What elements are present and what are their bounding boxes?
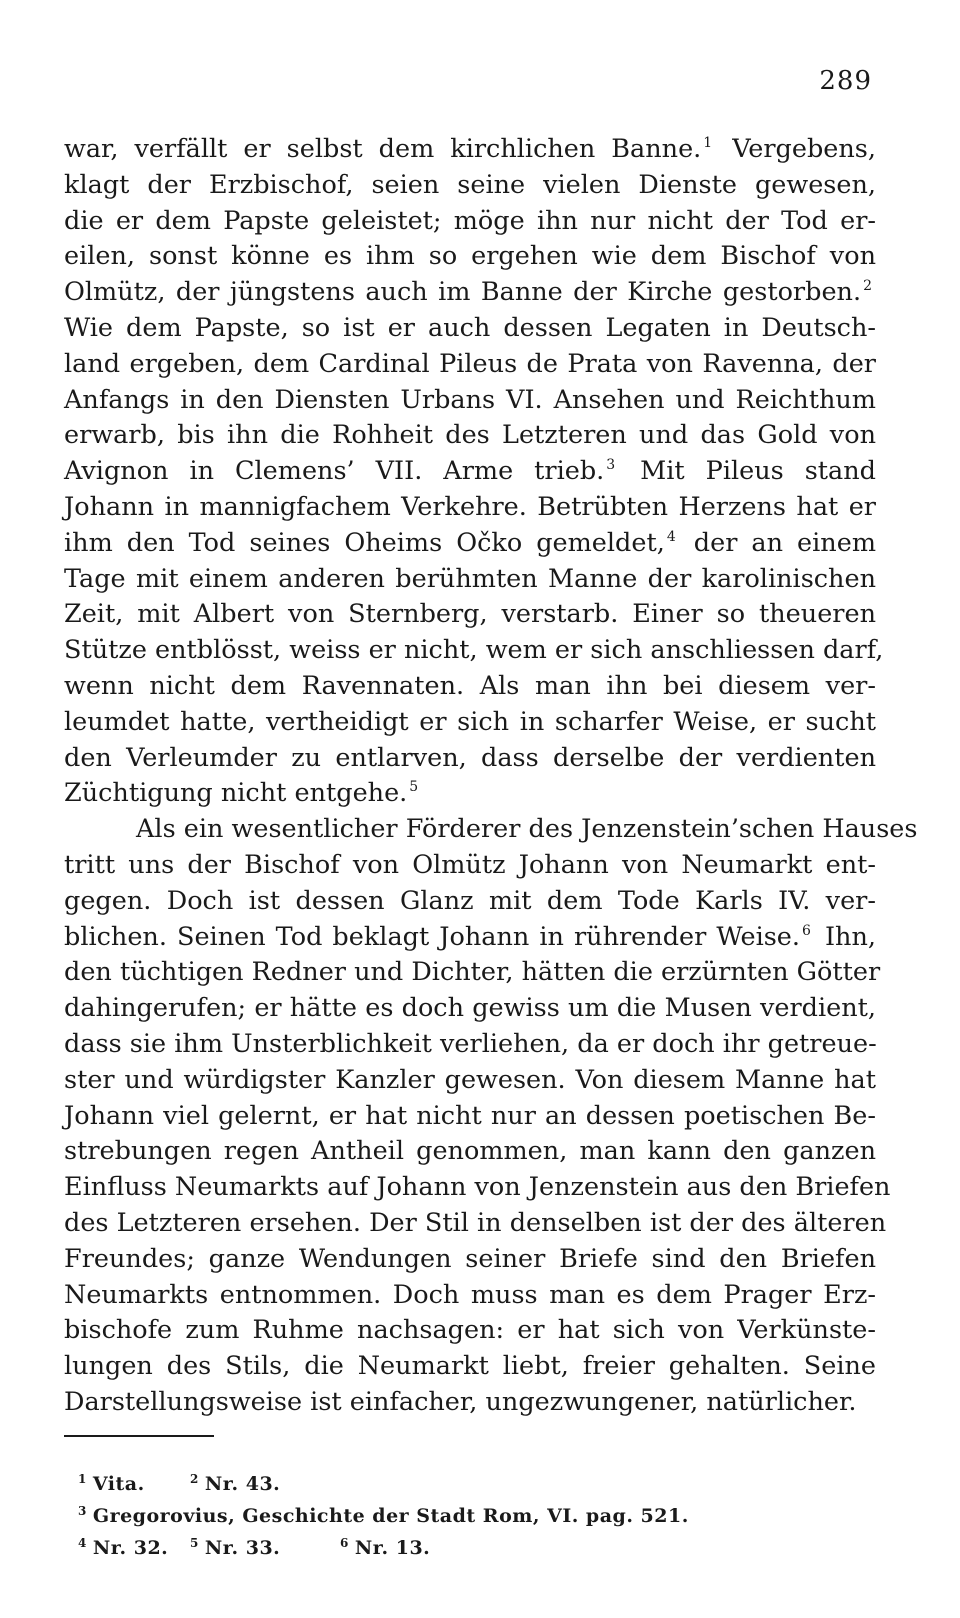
footnote-text: Vita. (92, 1473, 145, 1495)
line-text: Wie dem Papste, so ist er auch dessen Legaten in Deutsch- (64, 312, 876, 343)
page-number: 289 (819, 66, 872, 96)
line-text: den tüchtigen Redner und Dichter, hätten die erzürnten Götter (64, 957, 881, 988)
text-line (64, 597, 876, 633)
text-line (64, 776, 876, 812)
footnote-number: 6 (340, 1536, 349, 1550)
text-line (64, 991, 876, 1027)
line-text: ihm den Tod seines Oheims Očko gemeldet, (64, 527, 665, 558)
line-text: klagt der Erzbischof, seien seine vielen Dienste gewesen, (64, 169, 876, 200)
text-line (64, 168, 876, 204)
footnote-marker: 1 (703, 135, 713, 151)
line-text: Anfangs in den Diensten Urbans VI. Ansehen und Reichthum (64, 384, 876, 415)
text-line (64, 848, 876, 884)
footnote-text: Nr. 33. (204, 1537, 281, 1559)
footnote-text: Nr. 43. (204, 1473, 281, 1495)
text-line (64, 418, 876, 454)
text-line (64, 669, 876, 705)
footnote-marker: 5 (409, 779, 419, 796)
line-text: war, verfällt er selbst dem kirchlichen Banne. (64, 134, 702, 164)
text-line (64, 490, 876, 526)
text-line (64, 920, 876, 956)
line-text: ster und würdigster Kanzler gewesen. Von diesem Manne hat (64, 1064, 876, 1095)
line-text: Einfluss Neumarkts auf Johann von Jenzenstein aus den Briefen (64, 1172, 891, 1203)
line-text: tritt uns der Bischof von Olmütz Johann von Neumarkt ent- (64, 849, 876, 880)
line-text: bischofe zum Ruhme nachsagen: er hat sich von Verkünste- (64, 1315, 876, 1346)
line-text: Ihn, (814, 921, 876, 952)
footnote-marker: 6 (802, 922, 811, 939)
line-text: dass sie ihm Unsterblichkeit verliehen, da er doch ihr getreue- (64, 1028, 877, 1059)
text-line (64, 1063, 876, 1099)
line-text: Johann viel gelernt, er hat nicht nur an dessen poetischen Be- (64, 1100, 876, 1131)
text-line (64, 1313, 876, 1349)
text-line (64, 1278, 876, 1314)
line-text: strebungen regen Antheil genommen, man kann den ganzen (64, 1136, 876, 1167)
footnote-item (78, 1468, 190, 1500)
line-text: Vergebens, (716, 134, 876, 164)
line-text: land ergeben, dem Cardinal Pileus de Prata von Ravenna, der (64, 348, 876, 379)
text-line (64, 633, 884, 669)
text-line (64, 812, 918, 848)
text-line (64, 1134, 876, 1170)
text-line (64, 741, 876, 777)
line-text: Stütze entblösst, weiss er nicht, wem er sich anschliessen darf, (64, 635, 884, 666)
footnotes (78, 1468, 878, 1564)
footnote-line (78, 1532, 878, 1564)
line-text: die er dem Papste geleistet; möge ihn nur nicht der Tod er- (64, 205, 876, 236)
footnote-item (340, 1532, 480, 1564)
text-line (64, 1385, 876, 1421)
line-text: blichen. Seinen Tod beklagt Johann in rührender Weise. (64, 921, 801, 952)
line-text: Züchtigung nicht entgehe. (64, 778, 408, 809)
text-line (64, 1349, 876, 1385)
line-text: Als ein wesentlicher Förderer des Jenzenstein’schen Hauses (136, 814, 918, 845)
line-text: dahingerufen; er hätte es doch gewiss um die Musen verdient, (64, 993, 876, 1024)
footnote-number: 3 (78, 1504, 87, 1518)
footnote-text: Nr. 32. (92, 1537, 169, 1559)
footnote-number: 5 (190, 1536, 199, 1550)
line-text: leumdet hatte, vertheidigt er sich in scharfer Weise, er sucht (64, 706, 876, 737)
text-line (64, 705, 876, 741)
footnote-text: Nr. 13. (354, 1537, 431, 1559)
footnote-item (78, 1532, 190, 1564)
line-text: Johann in mannigfachem Verkehre. Betrübten Herzens hat er (64, 491, 876, 522)
footnote-number: 1 (78, 1472, 87, 1486)
text-line (64, 311, 876, 347)
footnote-text: Gregorovius, Geschichte der Stadt Rom, VI. pag. 521. (92, 1505, 689, 1527)
footnote-rule (64, 1435, 214, 1437)
footnote-item (190, 1532, 340, 1564)
line-text: Avignon in Clemens’ VII. Arme trieb. (64, 456, 605, 487)
text-line (64, 1099, 876, 1135)
footnote-item (190, 1468, 340, 1500)
footnote-marker: 2 (863, 278, 872, 295)
text-line (64, 1242, 876, 1278)
footnote-item (78, 1500, 689, 1532)
line-text: lungen des Stils, die Neumarkt liebt, freier gehalten. Seine (64, 1351, 876, 1382)
line-text: Olmütz, der jüngstens auch im Banne der Kirche gestorben. (64, 277, 862, 308)
text-line (64, 526, 876, 562)
footnote-line (78, 1500, 878, 1532)
text-line (64, 454, 876, 490)
line-text: Darstellungsweise ist einfacher, ungezwungener, natürlicher. (64, 1386, 857, 1417)
text-line (64, 1027, 876, 1063)
text-line (64, 1206, 887, 1242)
text-line (64, 347, 876, 383)
line-text: des Letzteren ersehen. Der Stil in denselben ist der des älteren (64, 1207, 887, 1238)
line-text: gegen. Doch ist dessen Glanz mit dem Tode Karls IV. ver- (64, 885, 876, 916)
text-line (64, 884, 876, 920)
line-text: Tage mit einem anderen berühmten Manne der karolinischen (64, 563, 876, 594)
line-text: den Verleumder zu entlarven, dass derselbe der verdienten (64, 742, 876, 773)
text-line (64, 383, 876, 419)
text-line (64, 562, 876, 598)
footnote-number: 4 (78, 1536, 87, 1550)
line-text: wenn nicht dem Ravennaten. Als man ihn bei diesem ver- (64, 670, 876, 701)
text-line (64, 1170, 891, 1206)
line-text: erwarb, bis ihn die Rohheit des Letzteren und das Gold von (64, 420, 876, 451)
text-line (64, 955, 881, 991)
footnote-line (78, 1468, 878, 1500)
footnote-marker: 4 (666, 528, 676, 545)
line-text: der an einem (679, 527, 876, 558)
text-line (64, 132, 876, 168)
text-line (64, 204, 876, 240)
footnote-marker: 3 (606, 457, 616, 474)
text-line (64, 239, 876, 275)
line-text: eilen, sonst könne es ihm so ergehen wie dem Bischof von (64, 241, 876, 272)
line-text: Mit Pileus stand (619, 456, 877, 487)
body-text (64, 132, 918, 1421)
footnote-number: 2 (190, 1472, 199, 1486)
line-text: Freundes; ganze Wendungen seiner Briefe sind den Briefen (64, 1243, 876, 1274)
text-line (64, 275, 876, 311)
line-text: Neumarkts entnommen. Doch muss man es dem Prager Erz- (64, 1279, 876, 1310)
line-text: Zeit, mit Albert von Sternberg, verstarb. Einer so theueren (64, 599, 876, 630)
